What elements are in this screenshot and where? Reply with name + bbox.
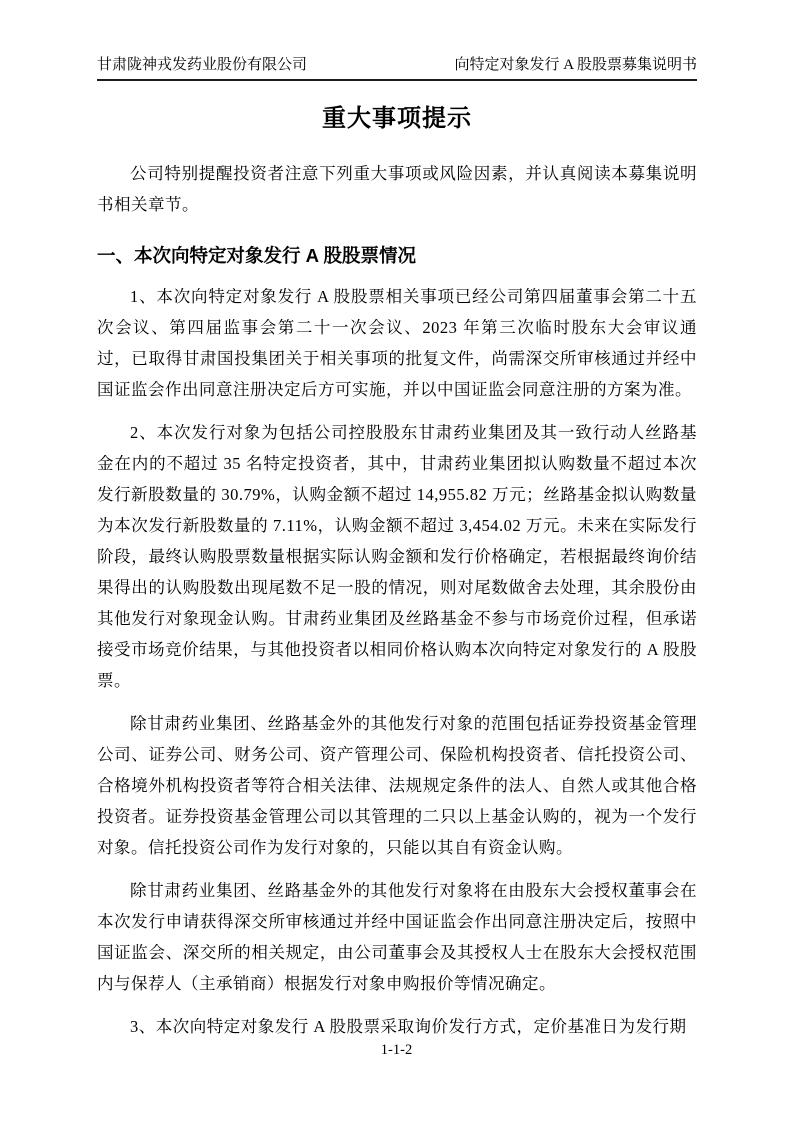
intro-paragraph: 公司特别提醒投资者注意下列重大事项或风险因素，并认真阅读本募集说明书相关章节。 bbox=[97, 164, 697, 214]
body-paragraph: 3、本次向特定对象发行 A 股股票采取询价发行方式，定价基准日为发行期 bbox=[130, 1017, 687, 1036]
page-header bbox=[97, 55, 697, 81]
page-title: 重大事项提示 bbox=[322, 105, 472, 132]
header-company-name: 甘肃陇神戎发药业股份有限公司 bbox=[97, 57, 308, 73]
section-heading: 一、本次向特定对象发行 A 股股票情况 bbox=[97, 245, 416, 266]
body-paragraph: 2、本次发行对象为包括公司控股股东甘肃药业集团及其一致行动人丝路基金在内的不超过 35 名特定投资者，其中，甘肃药业集团拟认购数量不超过本次发行新股数量的 30.79%，认购金额不超过 14,955.82 万元；丝路基金拟认购数量为本次发行新股数量的 7.11%，认购金额不超过 3,454.02 万元。未来在实际发行阶段，最终认购股票数量根据实际认购金额和发行价格确定，若根据最终询价结果得出的认购股数出现尾数不足一股的情况，则对尾数做舍去处理，其余股份由其他发行对象现金认购。甘肃药业集团及丝路基金不参与市场竞价过程，但承诺接受市场竞价结果，与其他投资者以相同价格认购本次向特定对象发行的 A 股股票。 bbox=[97, 423, 697, 690]
page-number: 1-1-2 bbox=[380, 1042, 413, 1058]
body-paragraph: 除甘肃药业集团、丝路基金外的其他发行对象的范围包括证券投资基金管理公司、证券公司、财务公司、资产管理公司、保险机构投资者、信托投资公司、合格境外机构投资者等符合相关法律、法规规定条件的法人、自然人或其他合格投资者。证券投资基金管理公司以其管理的二只以上基金认购的，视为一个发行对象。信托投资公司作为发行对象的，只能以其自有资金认购。 bbox=[97, 714, 697, 857]
body-paragraph: 1、本次向特定对象发行 A 股股票相关事项已经公司第四届董事会第二十五次会议、第四届监事会第二十一次会议、2023 年第三次临时股东大会审议通过，已取得甘肃国投集团关于相关事项的批复文件，尚需深交所审核通过并经中国证监会作出同意注册决定后方可实施，并以中国证监会同意注册的方案为准。 bbox=[97, 287, 697, 399]
body-paragraph: 除甘肃药业集团、丝路基金外的其他发行对象将在由股东大会授权董事会在本次发行申请获得深交所审核通过并经中国证监会作出同意注册决定后，按照中国证监会、深交所的相关规定，由公司董事会及其授权人士在股东大会授权范围内与保荐人（主承销商）根据发行对象申购报价等情况确定。 bbox=[97, 881, 697, 993]
header-document-title: 向特定对象发行 A 股股票募集说明书 bbox=[454, 57, 697, 73]
